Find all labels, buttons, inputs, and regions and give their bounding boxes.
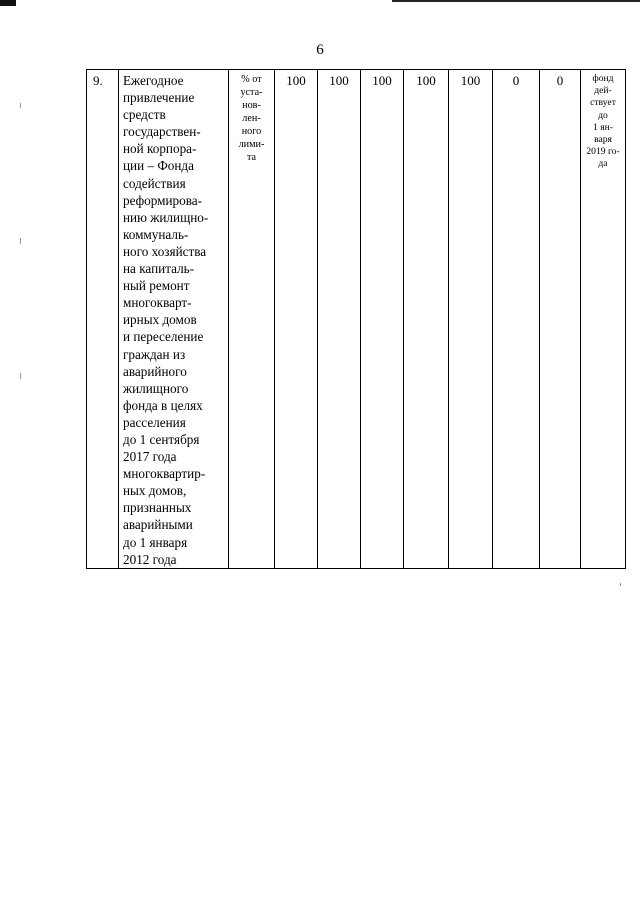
value-cell: 100 [318,70,361,569]
note-cell: фонд дей- ствует до 1 ян- варя 2019 го- да [581,70,626,569]
scan-artifact-top-line [392,0,640,2]
scan-artifact-dot [20,238,21,244]
value-cell: 100 [361,70,404,569]
value-cell: 100 [449,70,493,569]
table-row [87,70,626,569]
indicator-name: Ежегодное привлечение средств государствен- ной корпора- ции – Фонда содействия реформирова- нию жилищно- коммуналь- ного хозяйства на капиталь- ный ремонт многокварт- ирных домов и переселение граждан из аварийного жилищного фонда в целях расселения до 1 сентября 2017 года многоквартир- ных домов, признанных аварийными до 1 января 2012 года [119,70,229,569]
value-cell: 100 [404,70,449,569]
scan-artifact-dot [20,103,21,108]
indicator-table [86,69,626,569]
value-cell: 100 [275,70,318,569]
page-number: 6 [316,42,324,58]
scan-artifact-dot [620,583,621,586]
value-cell: 0 [493,70,540,569]
scan-artifact-corner [0,0,16,6]
row-number: 9. [87,70,119,569]
value-cell: 0 [540,70,581,569]
scan-artifact-dot [20,373,21,379]
unit-of-measure: % от уста- нов- лен- ного лими- та [229,70,275,569]
